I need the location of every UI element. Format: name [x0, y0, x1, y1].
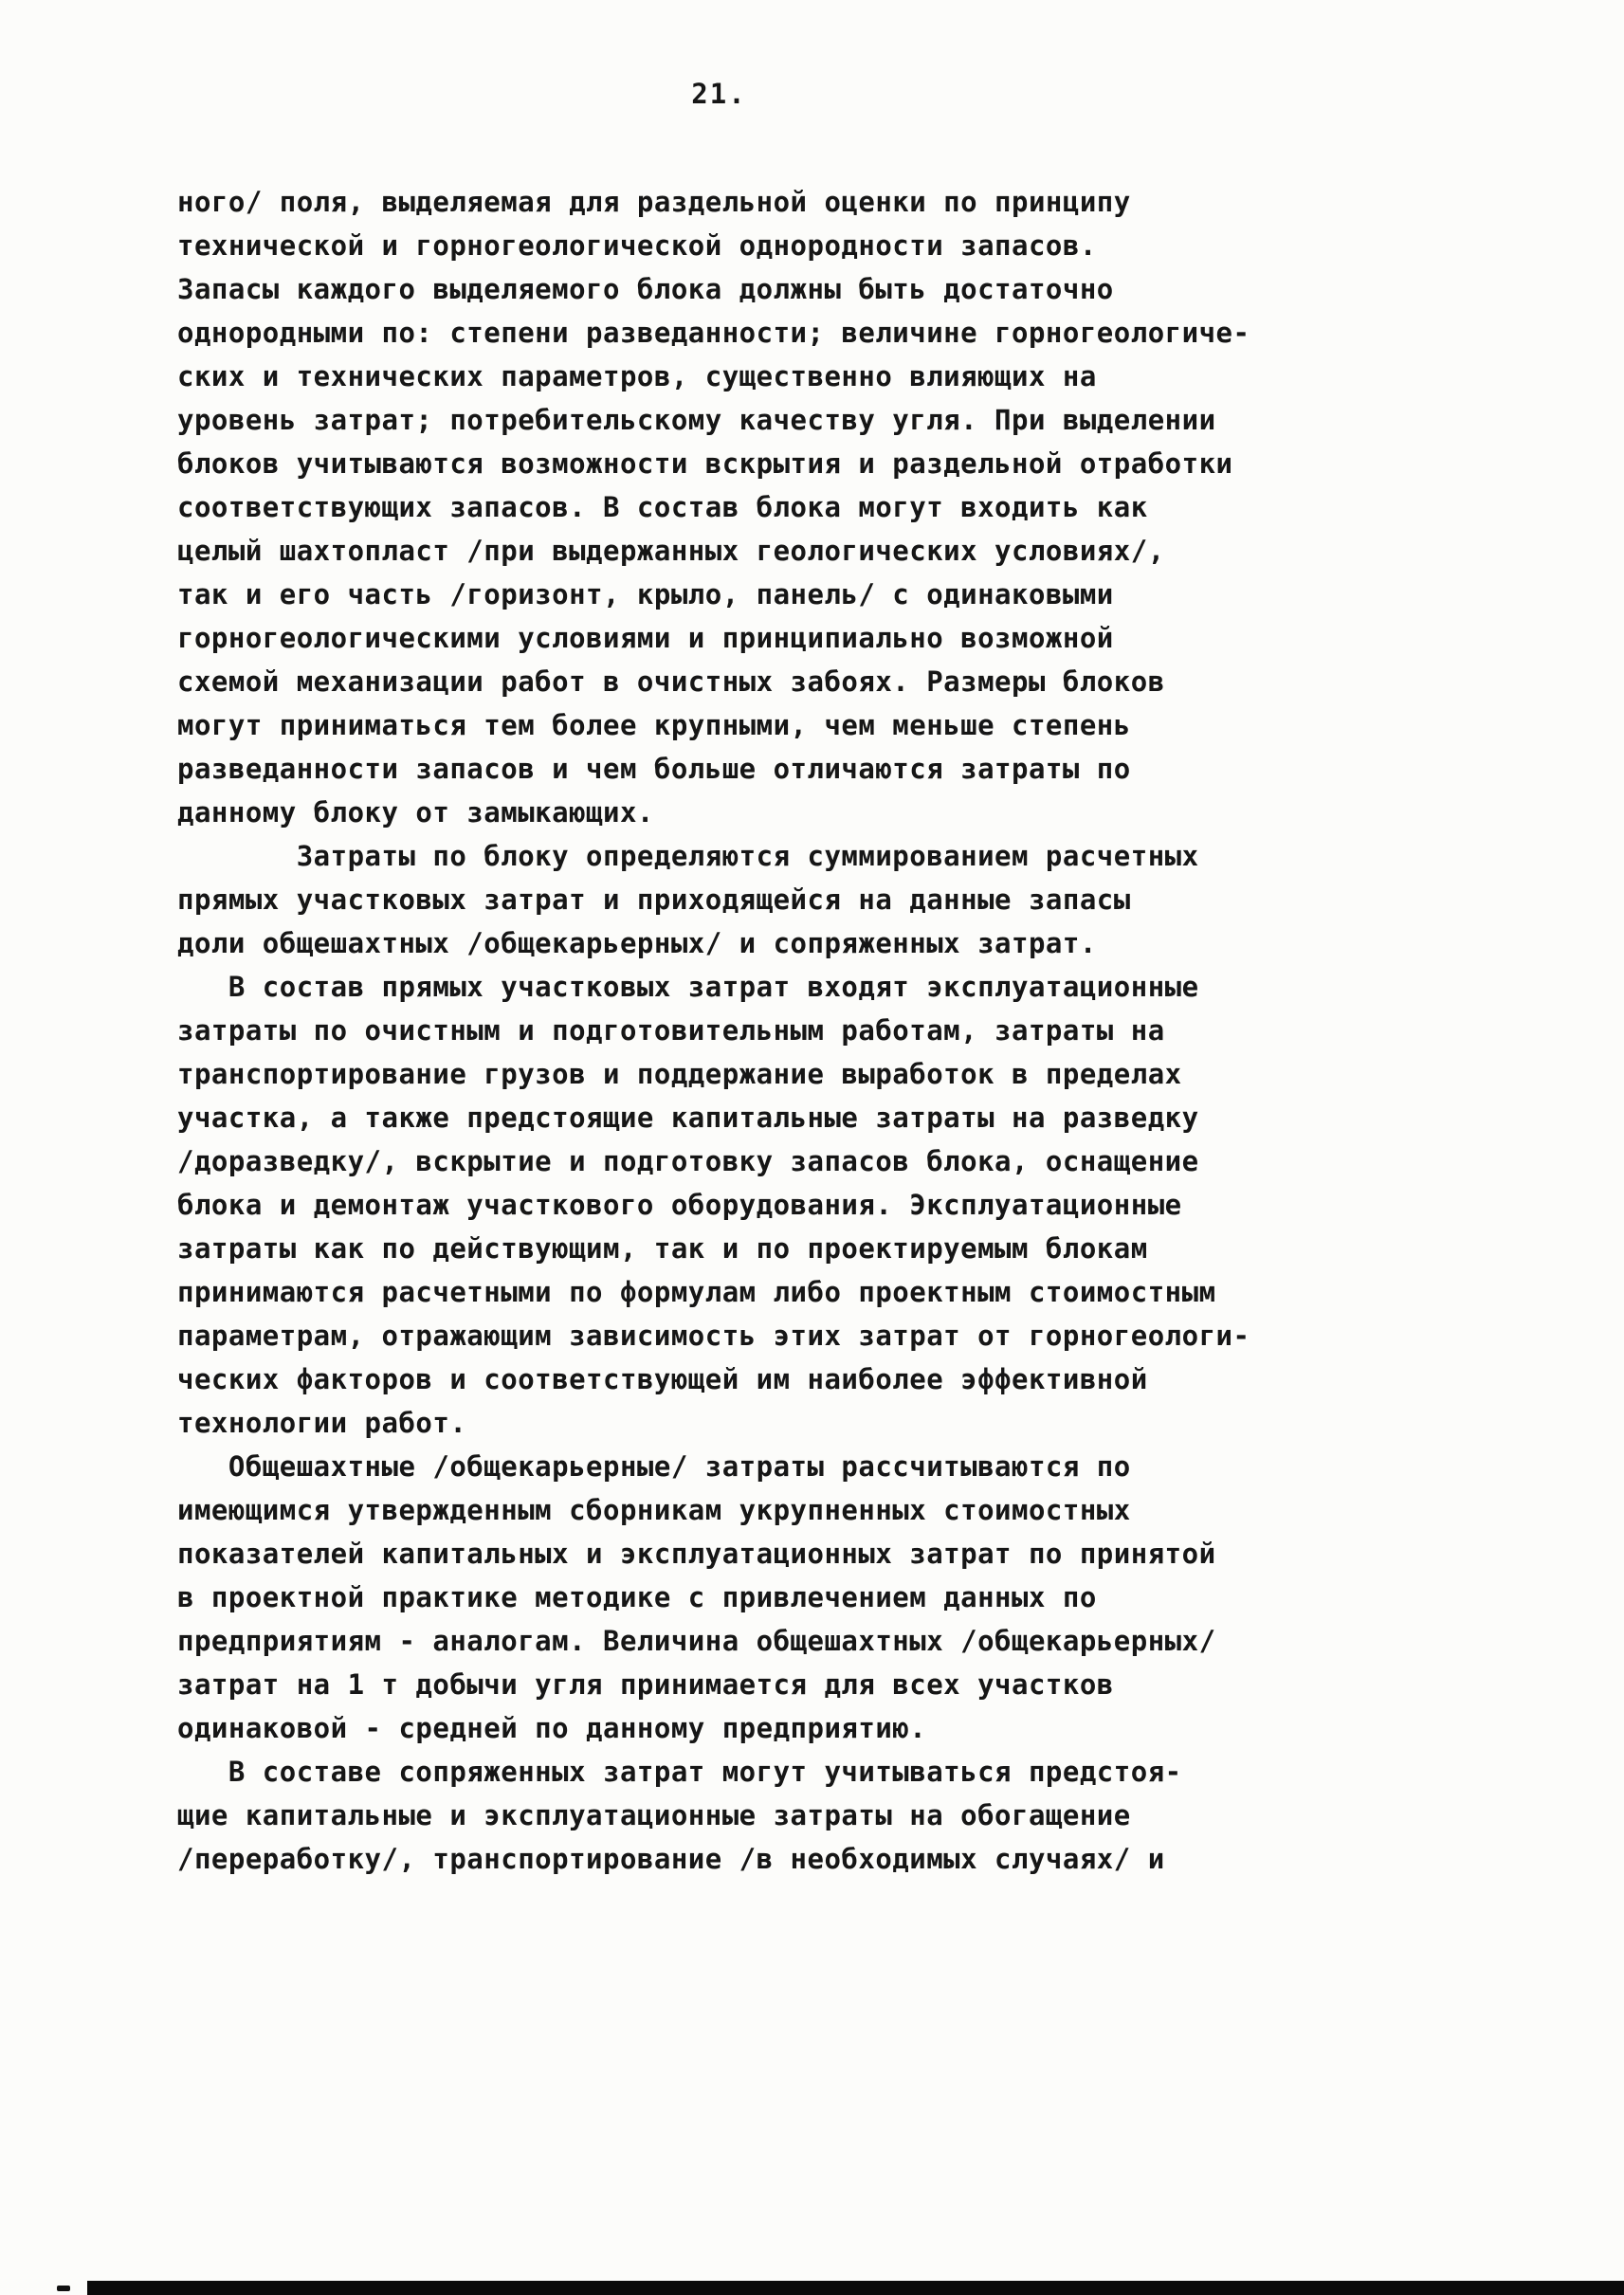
text-line: могут приниматься тем более крупными, чем меньше степень [177, 709, 1131, 741]
text-line: имеющимся утвержденным сборникам укрупненных стоимостных [177, 1494, 1131, 1526]
text-line: В состав прямых участковых затрат входят эксплуатационные [177, 971, 1199, 1003]
text-line: показателей капитальных и эксплуатационных затрат по принятой [177, 1538, 1216, 1570]
text-line: В составе сопряженных затрат могут учитываться предстоя- [177, 1756, 1182, 1788]
text-line: прямых участковых затрат и приходящейся на данные запасы [177, 883, 1131, 916]
text-line: транспортирование грузов и поддержание выработок в пределах [177, 1058, 1182, 1090]
text-line: так и его часть /горизонт, крыло, панель/ с одинаковыми [177, 578, 1114, 610]
page-number: 21. [691, 78, 747, 110]
text-line: щие капитальные и эксплуатационные затраты на обогащение [177, 1799, 1131, 1831]
text-line: /доразведку/, вскрытие и подготовку запасов блока, оснащение [177, 1145, 1199, 1177]
text-line: затраты по очистным и подготовительным работам, затраты на [177, 1014, 1165, 1047]
text-line: разведанности запасов и чем больше отличаются затраты по [177, 753, 1131, 785]
paragraph [177, 180, 1305, 834]
text-line: одинаковой - средней по данному предприятию. [177, 1712, 927, 1744]
text-line: ческих факторов и соответствующей им наиболее эффективной [177, 1363, 1148, 1395]
text-line: однородными по: степени разведанности; величине горногеологиче- [177, 317, 1250, 349]
text-line: принимаются расчетными по формулам либо проектным стоимостным [177, 1276, 1216, 1308]
paragraph [177, 965, 1305, 1445]
scan-artifact-bar [87, 2281, 1624, 2295]
paragraph [177, 834, 1305, 965]
text-line: /переработку/, транспортирование /в необходимых случаях/ и [177, 1843, 1165, 1875]
text-line: соответствующих запасов. В состав блока могут входить как [177, 491, 1148, 523]
text-line: Общешахтные /общекарьерные/ затраты рассчитываются по [177, 1450, 1131, 1483]
text-line: целый шахтопласт /при выдержанных геологических условиях/, [177, 535, 1165, 567]
text-block [177, 180, 1305, 1881]
text-line: доли общешахтных /общекарьерных/ и сопряженных затрат. [177, 927, 1097, 959]
text-line: затрат на 1 т добычи угля принимается для всех участков [177, 1668, 1114, 1701]
text-line: технической и горногеологической однородности запасов. [177, 229, 1097, 262]
text-line: затраты как по действующим, так и по проектируемым блокам [177, 1232, 1148, 1265]
text-line: блока и демонтаж участкового оборудования. Эксплуатационные [177, 1189, 1182, 1221]
text-line: ских и технических параметров, существенно влияющих на [177, 360, 1097, 392]
text-line: схемой механизации работ в очистных забоях. Размеры блоков [177, 665, 1165, 698]
text-line: в проектной практике методике с привлечением данных по [177, 1581, 1097, 1613]
text-line: уровень затрат; потребительскому качеству угля. При выделении [177, 404, 1216, 436]
text-line: данному блоку от замыкающих. [177, 796, 654, 829]
text-line: предприятиям - аналогам. Величина общешахтных /общекарьерных/ [177, 1625, 1216, 1657]
paragraph [177, 1445, 1305, 1881]
text-line: параметрам, отражающим зависимость этих затрат от горногеологи- [177, 1320, 1250, 1352]
text-line: участка, а также предстоящие капитальные затраты на разведку [177, 1102, 1199, 1134]
text-line: Затраты по блоку определяются суммированием расчетных [177, 840, 1199, 872]
scan-artifact-speck [57, 2286, 70, 2291]
text-line: технологии работ. [177, 1407, 467, 1439]
text-line: Запасы каждого выделяемого блока должны быть достаточно [177, 273, 1114, 305]
text-line: блоков учитываются возможности вскрытия и раздельной отработки [177, 447, 1233, 480]
text-line: горногеологическими условиями и принципиально возможной [177, 622, 1114, 654]
text-line: ного/ поля, выделяемая для раздельной оценки по принципу [177, 186, 1131, 218]
